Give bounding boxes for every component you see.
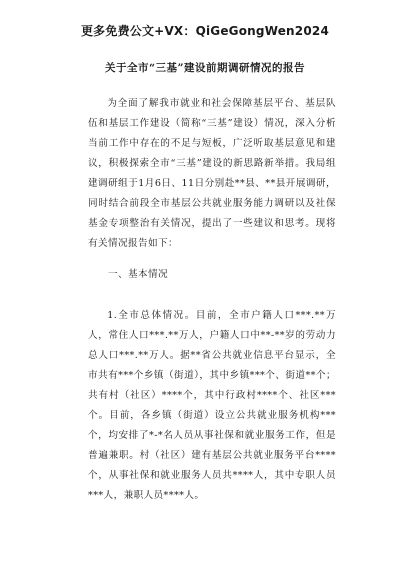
report-title: 关于全市“三基”建设前期调研情况的报告 [104, 62, 306, 74]
overall-situation-paragraph: 1.全市总体情况。目前，全市户籍人口***.**万人，常住人口***.**万人，户籍人口中**-**岁的劳动力总人口***.**万人。据**省公共就业信息平台显示，全市共有***个乡镇（街道），其中乡镇***个、街道**个；共有村（社区）****个，其中行政村****个、社区***个。目前，各乡镇（街道）设立公共就业服务机构***个，均安排了*-*名人员从事社保和就业服务工作，但是普遍兼职。村（社区）建有基层公共就业服务平台****个，从事社保和就业服务人员共****人，其中专职人员***人，兼职人员****人。 [88, 310, 336, 501]
section-heading: 一、基本情况 [108, 269, 168, 280]
watermark-text: 更多免费公文+VX：QiGeGongWen2024 [80, 24, 329, 38]
intro-paragraph: 为全面了解我市就业和社会保障基层平台、基层队伍和基层工作建设（简称“三基”建设）情况，深入分析当前工作中存在的不足与短板，广泛听取基层意见和建议，积极探索全市“三基”建设的新思路新举措。我局组建调研组于1月6日、11日分别赴**县、**县开展调研，同时结合前段全市基层公共就业服务能力调研以及社保基金专项整治有关情况，提出了一些建议和思考。现将有关情况报告如下： [88, 98, 336, 249]
